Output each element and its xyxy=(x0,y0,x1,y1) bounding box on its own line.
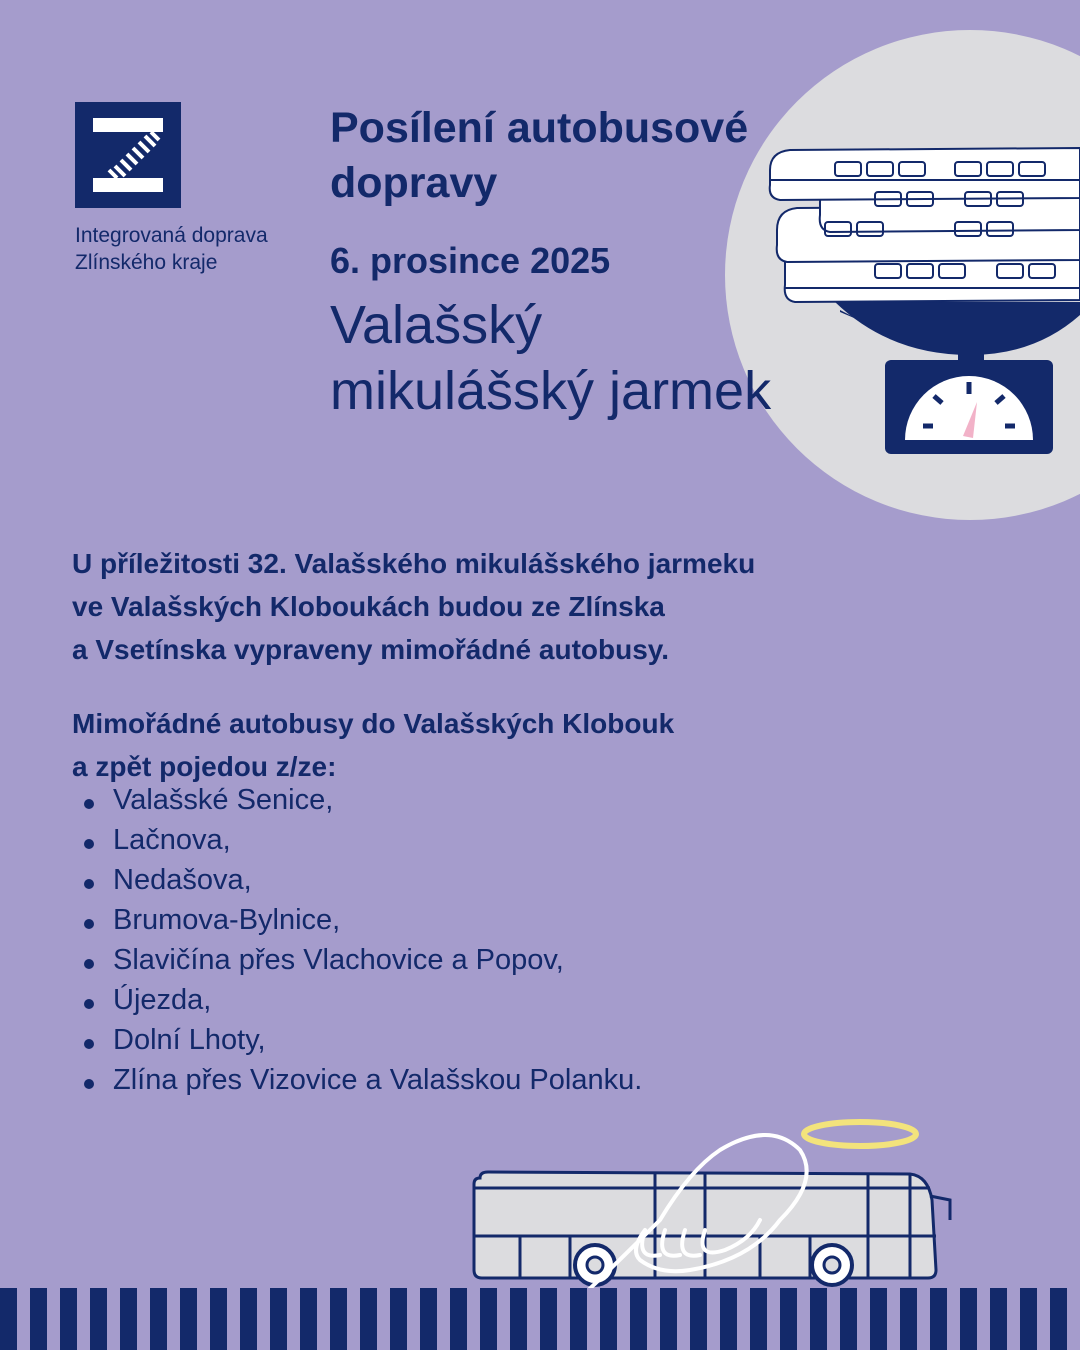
title-line2: dopravy xyxy=(330,159,498,207)
bus-with-halo-icon xyxy=(460,1110,960,1305)
list-item: Slavičína přes Vlachovice a Popov, xyxy=(82,940,642,980)
list-item: Dolní Lhoty, xyxy=(82,1020,642,1060)
intro-line3: a Vsetínska vypraveny mimořádné autobusy. xyxy=(72,634,670,665)
routes-list xyxy=(82,780,642,1100)
title-line1: Posílení autobusové xyxy=(330,104,749,152)
logo-caption-line1: Integrovaná doprava xyxy=(75,224,268,247)
routes-heading xyxy=(72,702,674,788)
event-name xyxy=(330,292,890,424)
list-item: Nedašova, xyxy=(82,860,642,900)
intro-line1: U příležitosti 32. Valašského mikulášského jarmeku xyxy=(72,548,756,579)
page-title xyxy=(330,101,850,211)
list-item: Újezda, xyxy=(82,980,642,1020)
logo-caption-line2: Zlínského kraje xyxy=(75,251,218,274)
list-item: Valašské Senice, xyxy=(82,780,642,820)
event-date: 6. prosince 2025 xyxy=(330,240,611,281)
routes-heading-line2: a zpět pojedou z/ze: xyxy=(72,751,337,782)
intro-line2: ve Valašských Kloboukách budou ze Zlínska xyxy=(72,591,665,622)
event-line2: mikulášský jarmek xyxy=(330,361,772,421)
event-line1: Valašský xyxy=(330,295,543,355)
list-item: Zlína přes Vizovice a Valašskou Polanku. xyxy=(82,1060,642,1100)
list-item: Lačnova, xyxy=(82,820,642,860)
list-item: Brumova-Bylnice, xyxy=(82,900,642,940)
intro-paragraph xyxy=(72,542,972,671)
bottom-stripes xyxy=(0,1288,1080,1350)
routes-heading-line1: Mimořádné autobusy do Valašských Klobouk xyxy=(72,708,675,739)
logo-caption xyxy=(75,222,268,276)
z-logo-icon xyxy=(75,102,181,208)
